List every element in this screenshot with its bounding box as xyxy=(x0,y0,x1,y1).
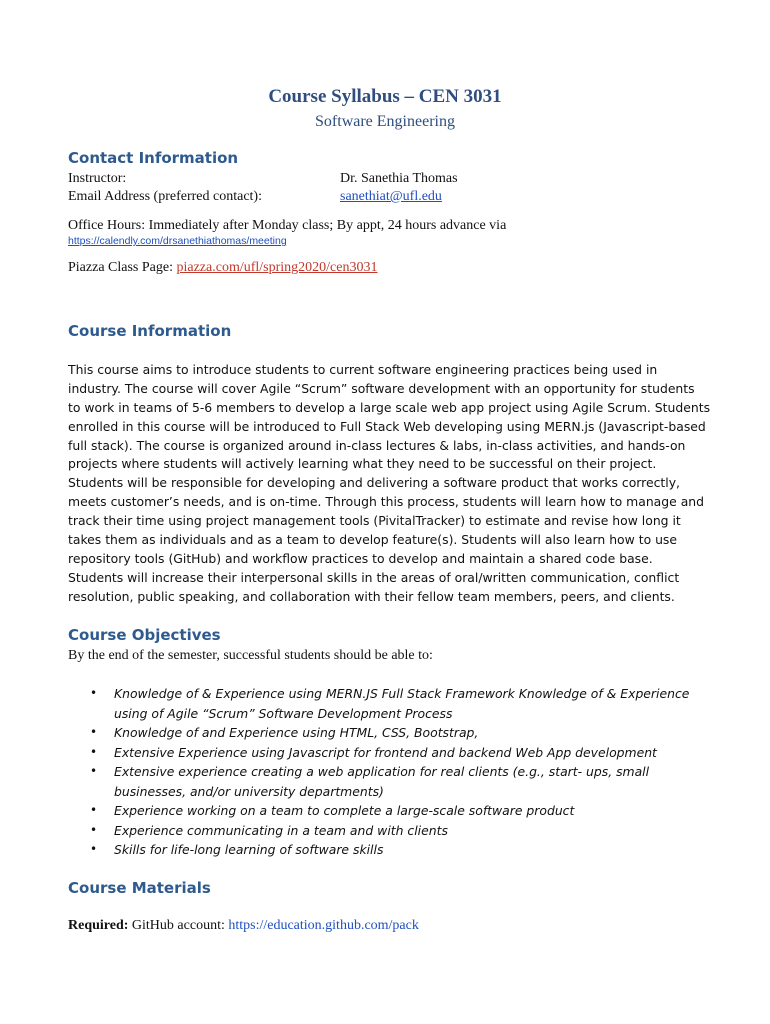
objective-text: using of Agile “Scrum” Software Development Process xyxy=(114,705,453,721)
objective-text: Knowledge of and Experience using HTML, CSS, Bootstrap, xyxy=(114,725,479,740)
objective-item xyxy=(90,762,710,801)
objective-item xyxy=(90,840,710,860)
instructor-label: Instructor: xyxy=(68,171,127,186)
paragraph-line: track their time using project management tools (PivitalTracker) to estimate and revise how long it xyxy=(68,513,681,529)
calendly-link[interactable]: https://calendly.com/drsanethiathomas/meeting xyxy=(68,235,287,247)
paragraph-line: repository tools (GitHub) and workflow practices to develop and maintain a shared code base. xyxy=(68,550,653,566)
materials-required-row xyxy=(68,918,419,934)
email-label: Email Address (preferred contact): xyxy=(68,189,262,204)
paragraph-line: This course aims to introduce students to current software engineering practices being used in xyxy=(68,362,658,377)
piazza-label: Piazza Class Page: xyxy=(68,260,173,275)
piazza-row xyxy=(68,260,377,276)
paragraph-line: Students will be responsible for developing and delivering a software product that works correctly, xyxy=(68,475,680,491)
objective-item xyxy=(90,801,710,821)
contact-heading: Contact Information xyxy=(68,149,239,167)
paragraph-line: industry. The course will cover Agile “Scrum” software development with an opportunity for students xyxy=(68,380,695,396)
materials-heading: Course Materials xyxy=(68,879,211,897)
paragraph-line: enrolled in this course will be introduced to Full Stack Web developing using MERN.js (Javascript-based xyxy=(68,418,706,434)
objective-text: Extensive experience creating a web application for real clients (e.g., start- ups, small xyxy=(114,764,650,779)
required-label: Required: xyxy=(68,918,129,933)
objectives-list xyxy=(90,684,710,860)
paragraph-line: meets customer’s needs, and is on-time. Through this process, students will learn how to manage and xyxy=(68,494,704,510)
email-link[interactable]: sanethiat@ufl.edu xyxy=(340,189,442,204)
objectives-heading: Course Objectives xyxy=(68,626,221,644)
office-hours-text: Office Hours: Immediately after Monday class; By appt, 24 hours advance via xyxy=(68,218,507,233)
objective-text: Knowledge of & Experience using MERN.JS Full Stack Framework Knowledge of & Experience xyxy=(114,686,690,701)
page-title: Course Syllabus – CEN 3031 xyxy=(268,86,502,107)
course-info-paragraph xyxy=(68,361,711,607)
github-pack-link[interactable]: https://education.github.com/pack xyxy=(228,918,419,933)
paragraph-line: Students will increase their interpersonal skills in the areas of oral/written communication, conflict xyxy=(68,569,680,585)
piazza-link[interactable]: piazza.com/ufl/spring2020/cen3031 xyxy=(176,260,378,275)
objective-item xyxy=(90,743,710,763)
bullet-icon: • xyxy=(90,764,98,778)
objective-text: Extensive Experience using Javascript for frontend and backend Web App development xyxy=(114,744,657,760)
paragraph-line: resolution, public speaking, and collaboration with their fellow team members, peers, and clients. xyxy=(68,588,675,604)
objective-text: Experience communicating in a team and with clients xyxy=(114,822,448,838)
objective-text: Experience working on a team to complete a large-scale software product xyxy=(114,803,575,818)
objective-item xyxy=(90,821,710,841)
bullet-icon: • xyxy=(90,744,98,759)
bullet-icon: • xyxy=(90,686,98,700)
objective-text: businesses, and/or university departments) xyxy=(114,783,384,799)
instructor-value: Dr. Sanethia Thomas xyxy=(340,171,458,186)
objective-text: Skills for life-long learning of software skills xyxy=(114,842,384,857)
paragraph-line: projects where students will actively learning what they need to be successful on their project. xyxy=(68,456,657,472)
course-info-heading: Course Information xyxy=(68,322,232,340)
page-subtitle: Software Engineering xyxy=(315,113,455,130)
paragraph-line: to work in teams of 5-6 members to develop a large scale web app project using Agile Scrum. Students xyxy=(68,399,711,415)
objectives-intro: By the end of the semester, successful students should be able to: xyxy=(68,648,433,663)
bullet-icon: • xyxy=(90,803,98,817)
bullet-icon: • xyxy=(90,842,98,856)
required-text: GitHub account: xyxy=(131,918,225,933)
paragraph-line: full stack). The course is organized around in-class lectures & labs, in-class activities, and hands-on xyxy=(68,437,686,453)
objective-item xyxy=(90,684,710,723)
bullet-icon: • xyxy=(90,822,98,837)
objective-item xyxy=(90,723,710,743)
paragraph-line: takes them as individuals and as a team to develop feature(s). Students will also learn how to use xyxy=(68,532,678,548)
bullet-icon: • xyxy=(90,725,98,739)
